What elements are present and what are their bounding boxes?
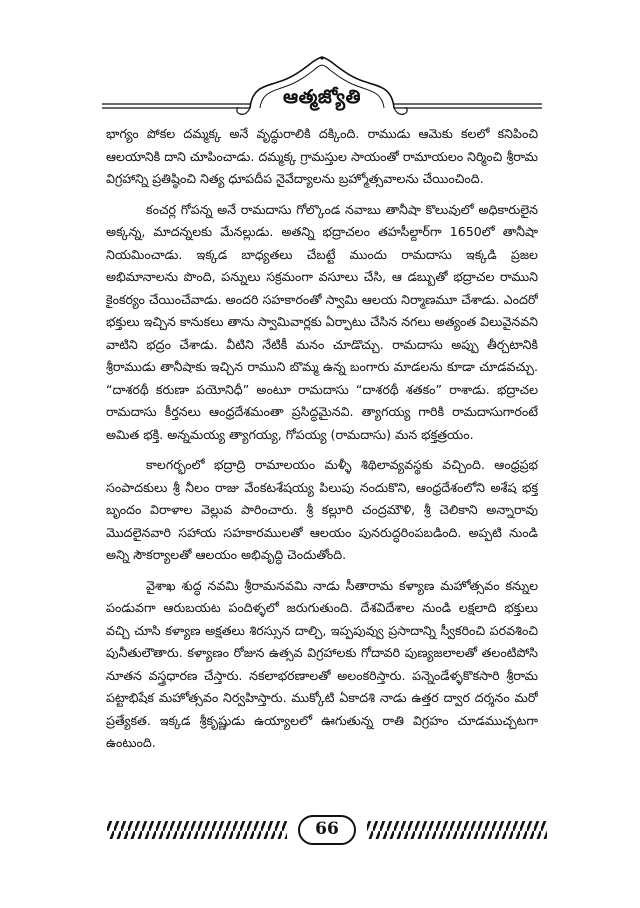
running-header <box>102 56 542 128</box>
header-title: ఆత్మజ్యోతి <box>283 86 361 108</box>
article-body <box>106 123 538 793</box>
paragraph-1: భాగ్యం పోకల దమ్మక్క అనే వృద్ధురాలికి దక్కింది. రాముడు ఆమెకు కలలో కనిపించి ఆలయానికి దాని చూపించాడు. దమ్మక్క గ్రామస్తుల సాయంతో రామాయలం నిర్మించి శ్రీరామ విగ్రహాన్ని ప్రతిష్ఠించి నిత్య ధూపదీప నైవేద్యాలను బ్రహ్మోత్సవాలను చేయించింది. <box>106 126 538 186</box>
paragraph-4: వైశాఖ శుద్ధ నవమి శ్రీరామనవమి నాడు సీతారామ కళ్యాణ మహోత్సవం కన్నుల పండువగా ఆరుబయట పందిళ్ళలో జరుగుతుంది. దేశవిదేశాల నుండి లక్షలాది భక్తులు వచ్చి చూసి కళ్యాణ అక్షతలు శిరస్సున దాల్చి, ఇప్పపువ్వు ప్రసాదాన్ని స్వీకరించి పరవశించి పునీతులౌతారు. కళ్యాణం రోజున ఉత్సవ విగ్రహాలకు గోదావరి పుణ్యజలాలతో తలంటిపోసి నూతన వస్త్రధారణ చేస్తారు. నకలాభరణాలతో అలంకరిస్తారు. పన్నెండేళ్ళకొకసారి శ్రీరామ పట్టాభిషేక మహోత్సవం నిర్వహిస్తారు. ముక్కోటి ఏకాదశి నాడు ఉత్తర ద్వార దర్శనం మరో ప్రత్యేకత. ఇక్కడ శ్రీకృష్ణుడు ఉయ్యాలలో ఊగుతున్న రాతి విగ్రహం చూడముచ్చటగా ఉంటుంది. <box>106 577 538 750</box>
paragraph-2: కంచర్ల గోపన్న అనే రామదాసు గోల్కొండ నవాబు తానీషా కొలువులో అధికారులైన అక్కన్న, మాదన్నలకు మేనల్లుడు. అతన్ని భద్రాచలం తహసీల్దార్‌గా 1650లో తానీషా నియమించాడు. ఇక్కడ బాధ్యతలు చేబట్టే ముందు రామదాసు ఇక్కడి ప్రజల అభిమానాలను పొంది, పన్నులు సక్రమంగా వసూలు చేసి, ఆ డబ్బుతో భద్రాచల రాముని కైంకర్యం చేయించేవాడు. అందరి సహకారంతో స్వామి ఆలయ నిర్మాణమూ చేశాడు. ఎందరో భక్తులు ఇచ్చిన కానుకలు తాను స్వామివార్లకు ఏర్పాటు చేసిన నగలు అత్యంత విలువైనవని వాటిని భద్రం చేశాడు. వీటిని నేటికీ మనం చూడొచ్చు. రామదాసు అప్పు తీర్చటానికి శ్రీరాముడు తానీషాకు ఇచ్చిన రాముని బొమ్మ ఉన్న బంగారు మాడలను కూడా చూడవచ్చు. “దాశరథీ కరుణా పయోనిధీ” అంటూ రామదాసు “దాశరథీ శతకం” రాశాడు. భద్రాచల రామదాసు కీర్తనలు ఆంధ్రదేశమంతా ప్రసిద్ధమైనవి. త్యాగయ్య గారికి రామదాసుగారంటే అమిత భక్తి. అన్నమయ్య త్యాగయ్య, గోపయ్య (రామదాసు) మన భక్తత్రయం. <box>106 201 538 442</box>
paragraph-3: కాలగర్భంలో భద్రాద్రి రామాలయం మళ్ళీ శిథిలావ్యవస్థకు వచ్చింది. ఆంధ్రప్రభ సంపాదకులు శ్రీ నీలం రాజు వేంకటశేషయ్య పిలుపు నందుకొని, ఆంధ్రదేశంలోని అశేష భక్త బృందం విరాళాల వెల్లువ పారించారు. శ్రీ కల్లూరి చంద్రమౌళి, శ్రీ చెలికాని అన్నారావు మొదలైనవారి సహాయ సహకారములతో ఆలయం పునరుద్ధరింపబడింది. అప్పటి నుండి అన్ని సౌకర్యాలతో ఆలయం అభివృద్ధి చెందుతోంది. <box>106 457 538 562</box>
page-footer <box>107 813 547 847</box>
page-number: 66 <box>315 819 339 839</box>
